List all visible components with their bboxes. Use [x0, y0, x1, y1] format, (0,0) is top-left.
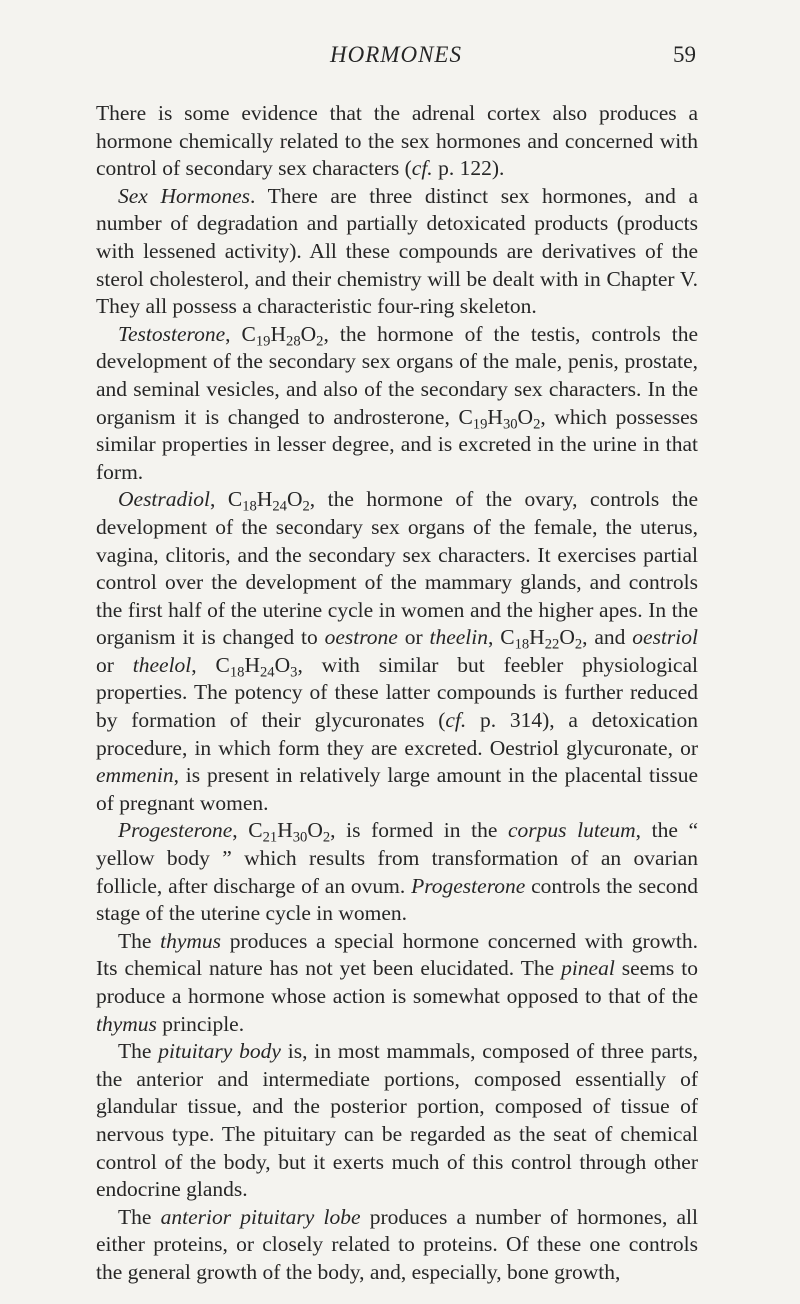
paragraph-anterior-pituitary: The anterior pituitary lobe produces a number of hormones, all either proteins, or closely related to proteins. Of these one controls the general growth of the body, and, especially, bone growth,: [96, 1204, 698, 1284]
paragraph-thymus: The thymus produces a special hormone concerned with growth. Its chemical nature has not yet been elucidated. The pineal seems to produce a hormone whose action is somewhat opposed to that of the thymus principle.: [96, 928, 698, 1036]
paragraph-pituitary-body: The pituitary body is, in most mammals, composed of three parts, the anterior and intermediate portions, composed essentially of glandular tissue, and the posterior portion, composed of tissue of nervous type. The pituitary can be regarded as the seat of chemical control of the body, but it exerts much of this control through other endocrine glands.: [96, 1039, 698, 1202]
body-text: [96, 100, 698, 1287]
paragraph-oestradiol: Oestradiol, $C_{18}H_{24}O_2$, the hormone of the ovary, controls the development of the secondary sex organs of the female, the uterus, vagina, clitoris, and the secondary sex characters. It exercises partial control over the development of the mammary glands, and controls the first half of the uterine cycle in women and the higher apes. In the organism it is changed to oestrone or theelin, $C_{18}H_{22}O_2$, and oestriol or theelol, $C_{18}H_{24}O_3$, with similar but feebler physiological properties. The potency of these latter compounds is further reduced by formation of their glycuronates (cf. p. 314), a detoxication procedure, in which form they are excreted. Oestriol glycuronate, or emmenin, is present in relatively large amount in the placental tissue of pregnant women.: [96, 487, 698, 815]
running-title: HORMONES: [330, 42, 462, 67]
paragraph-sex-hormones: Sex Hormones. There are three distinct sex hormones, and a number of degradation and partially detoxicated products (products with lessened activity). All these compounds are derivatives of the sterol cholesterol, and their chemistry will be dealt with in Chapter V. They all possess a characteristic four-ring skeleton.: [96, 183, 698, 319]
running-head: [96, 42, 696, 74]
paragraph-progesterone: Progesterone, $C_{21}H_{30}O_2$, is formed in the corpus luteum, the “ yellow body ” which results from transformation of an ovarian follicle, after discharge of an ovum. Progesterone controls the second stage of the uterine cycle in women.: [96, 818, 699, 926]
paragraph-adrenal-cortex: There is some evidence that the adrenal cortex also produces a hormone chemically related to the sex hormones and concerned with control of secondary sex characters (cf. p. 122).: [96, 101, 698, 181]
page-number: 59: [673, 42, 696, 67]
paragraph-testosterone: Testosterone, $C_{19}H_{28}O_2$, the hormone of the testis, controls the development of the secondary sex organs of the male, penis, prostate, and seminal vesicles, and also of the secondary sex characters. In the organism it is changed to androsterone, $C_{19}H_{30}O_2$, which possesses similar properties in lesser degree, and is excreted in the urine in that form.: [96, 321, 698, 484]
